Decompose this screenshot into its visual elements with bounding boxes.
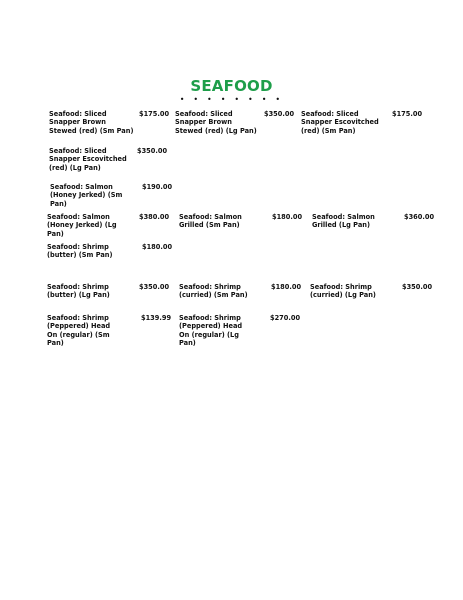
item-price: $270.00: [270, 314, 301, 322]
title-divider-dots: • • • • • • • •: [179, 95, 284, 104]
item-name: Seafood: Shrimp (butter) (Lg Pan): [47, 283, 110, 300]
item-name: Seafood: Shrimp (butter) (Sm Pan): [47, 243, 113, 260]
item-name: Seafood: Shrimp (Peppered) Head On (regular) (Sm Pan): [47, 314, 111, 348]
item-name: Seafood: Salmon Grilled (Sm Pan): [179, 213, 242, 230]
item-price: $175.00: [392, 110, 423, 118]
item-price: $175.00: [139, 110, 170, 118]
item-price: $180.00: [271, 283, 302, 291]
item-price: $139.99: [141, 314, 172, 322]
item-price: $360.00: [404, 213, 435, 221]
item-price: $350.00: [139, 283, 170, 291]
item-price: $350.00: [137, 147, 168, 155]
item-price: $190.00: [142, 183, 173, 191]
item-name: Seafood: Sliced Snapper Escovitched (red) (Lg Pan): [49, 147, 127, 172]
item-name: Seafood: Shrimp (Peppered) Head On (regular) (Lg Pan): [179, 314, 243, 348]
item-name: Seafood: Shrimp (curried) (Sm Pan): [179, 283, 248, 300]
item-price: $180.00: [272, 213, 303, 221]
item-price: $180.00: [142, 243, 173, 251]
item-name: Seafood: Sliced Snapper Brown Stewed (red) (Sm Pan): [49, 110, 134, 135]
item-name: Seafood: Sliced Snapper Brown Stewed (red) (Lg Pan): [175, 110, 257, 135]
item-name: Seafood: Sliced Snapper Escovitched (red) (Sm Pan): [301, 110, 379, 135]
item-price: $380.00: [139, 213, 170, 221]
section-title: SEAFOOD: [190, 77, 273, 95]
item-name: Seafood: Salmon (Honey Jerked) (Sm Pan): [50, 183, 123, 208]
item-name: Seafood: Shrimp (curried) (Lg Pan): [310, 283, 376, 300]
item-name: Seafood: Salmon Grilled (Lg Pan): [312, 213, 375, 230]
item-name: Seafood: Salmon (Honey Jerked) (Lg Pan): [47, 213, 117, 238]
item-price: $350.00: [264, 110, 295, 118]
item-price: $350.00: [402, 283, 433, 291]
